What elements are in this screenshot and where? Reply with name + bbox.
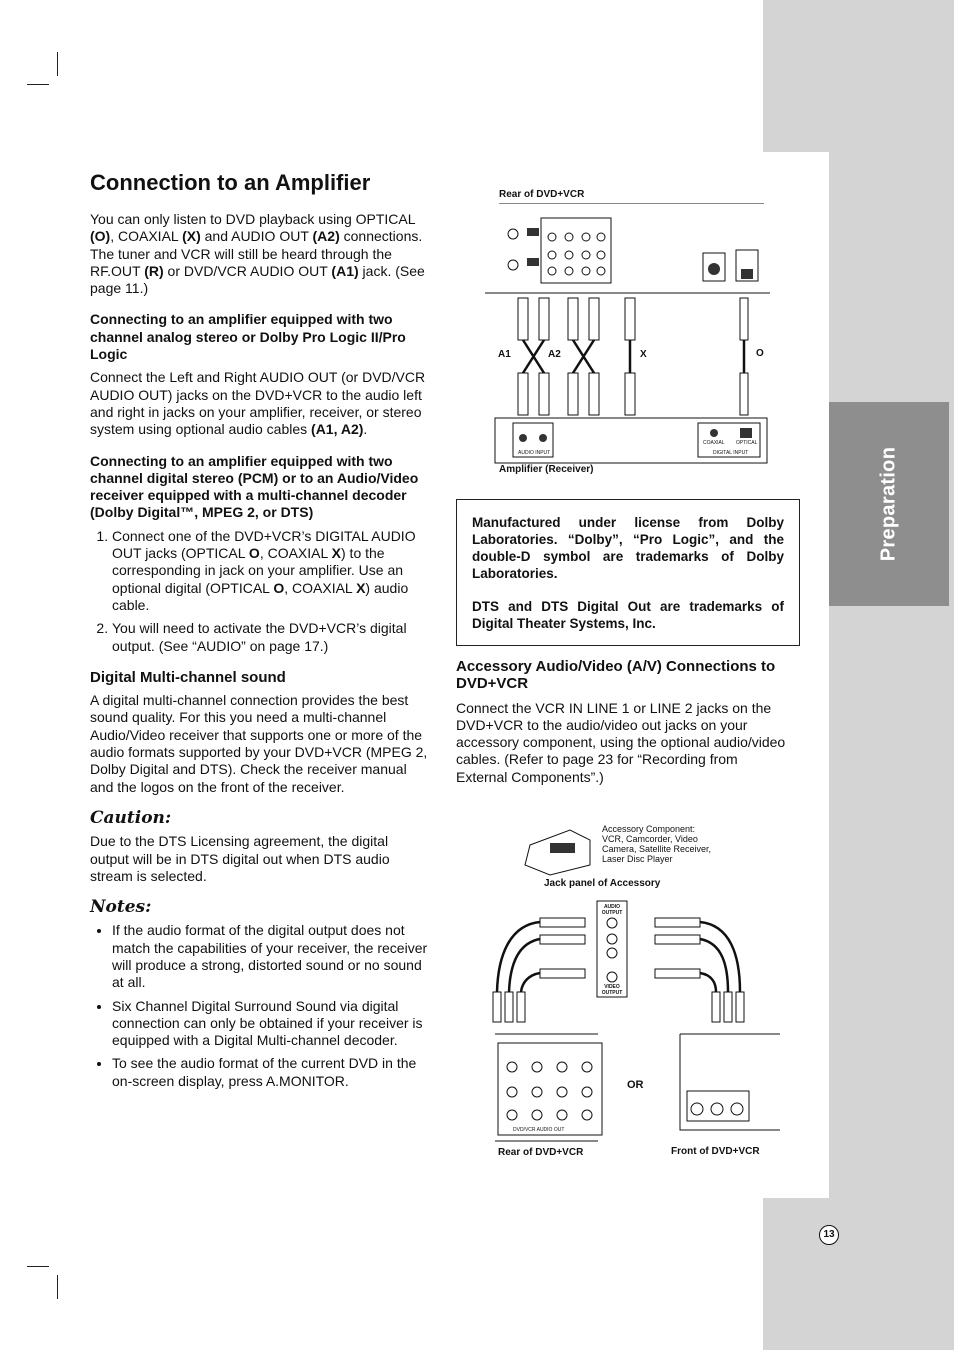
list-item: 1. Connect one of the DVD+VCR’s DIGITAL AUDIO OUT jacks (OPTICAL O, COAXIAL X) to the corresponding in jack on your amplifier. Use an optional digital (OPTICAL O, COAXIAL X) audio cable.: [112, 528, 430, 614]
video-output-label: VIDEO OUTPUT: [601, 984, 623, 996]
label-o: O: [756, 348, 764, 359]
crop-mark: [57, 52, 58, 76]
notes-heading: Notes:: [90, 897, 152, 918]
front-label: Front of DVD+VCR: [671, 1146, 760, 1157]
left-column: [90, 211, 430, 1104]
av-paragraph: Connect the VCR IN LINE 1 or LINE 2 jacks on the DVD+VCR to the audio/video out jacks on your accessory component, using the optional audio/video cables. (Refer to page 23 for “Recording from External Components”.): [456, 699, 786, 785]
audio-input-label: AUDIO INPUT: [518, 450, 551, 456]
notes-list: [90, 922, 430, 1090]
caution-paragraph: Due to the DTS Licensing agreement, the digital output will be in DTS digital out when DTS audio stream is selected.: [90, 833, 390, 884]
trademark-notice: [456, 499, 800, 646]
amplifier-connection-diagram: [485, 203, 770, 468]
intro-paragraph: You can only listen to DVD playback using OPTICAL (O), COAXIAL (X) and AUDIO OUT (A2) connections. The tuner and VCR will still be heard through the RF.OUT (R) or DVD/VCR AUDIO OUT (A1) jack. (See page 11.): [90, 211, 425, 297]
rear-label: Rear of DVD+VCR: [499, 189, 585, 200]
digital-input-label: DIGITAL INPUT: [713, 450, 749, 456]
label-a2: A2: [548, 349, 561, 360]
crop-mark: [27, 84, 49, 85]
accessory-connection-diagram: [490, 825, 780, 1145]
multichannel-paragraph: A digital multi-channel connection provides the best sound quality. For this you need a multi-channel Audio/Video receiver that supports one or more of the audio formats supported by your DVD+VCR (MPEG 2, Dolby Digital and DTS). Check the receiver manual and the logos on the front of the receiver.: [90, 692, 428, 795]
audio-output-label: AUDIO OUTPUT: [601, 904, 623, 916]
page-title: Connection to an Amplifier: [90, 170, 371, 195]
av-heading: Accessory Audio/Video (A/V) Connections to DVD+VCR: [456, 658, 776, 693]
jack-panel-label: Jack panel of Accessory: [544, 878, 661, 889]
analog-heading: Connecting to an amplifier equipped with two channel analog stereo or Dolby Pro Logic II/Pro Logic: [90, 311, 406, 363]
label-a1: A1: [498, 349, 511, 360]
dvd-vcr-audio-out-label: DVD/VCR AUDIO OUT: [513, 1127, 565, 1133]
list-item: • If the audio format of the digital output does not match the capabilities of your receiver, the receiver will produce a strong, distorted sound or no sound at all.: [112, 922, 430, 991]
amplifier-label: Amplifier (Receiver): [499, 464, 594, 475]
section-tab-label: Preparation: [877, 446, 900, 562]
crop-mark: [57, 1275, 58, 1299]
or-label: OR: [627, 1079, 644, 1091]
rear-label-2: Rear of DVD+VCR: [498, 1147, 584, 1158]
list-item: 2. You will need to activate the DVD+VCR’s digital output. (See “AUDIO” on page 17.): [112, 620, 430, 655]
dts-notice: DTS and DTS Digital Out are trademarks of Digital Theater Systems, Inc.: [472, 599, 784, 631]
page-number: 13: [819, 1225, 839, 1245]
dolby-notice: Manufactured under license from Dolby Laboratories. “Dolby”, “Pro Logic”, and the double-D symbol are trademarks of Dolby Laboratories.: [472, 515, 784, 581]
analog-paragraph: Connect the Left and Right AUDIO OUT (or DVD/VCR AUDIO OUT) jacks on the DVD+VCR to the audio left and right in jacks on your amplifier, receiver, or stereo system using optional audio cables (A1, A2).: [90, 369, 426, 438]
digital-heading: Connecting to an amplifier equipped with two channel digital stereo (PCM) or to an Audio/Video receiver equipped with a multi-channel decoder (Dolby Digital™, MPEG 2, or DTS): [90, 452, 419, 521]
coaxial-label: COAXIAL: [703, 440, 725, 446]
sidebar-band: [829, 152, 954, 1198]
sidebar-band: [763, 1198, 954, 1350]
label-x: X: [640, 349, 647, 360]
section-tab: [829, 402, 949, 606]
sidebar-band: [763, 0, 954, 152]
caution-heading: Caution:: [90, 807, 172, 828]
right-column: [456, 658, 791, 800]
steps-list: [90, 528, 430, 655]
crop-mark: [27, 1266, 49, 1267]
multichannel-heading: Digital Multi-channel sound: [90, 668, 286, 686]
accessory-label: Accessory Component: VCR, Camcorder, Video Camera, Satellite Receiver, Laser Disc Player: [602, 824, 712, 864]
optical-label: OPTICAL: [736, 440, 758, 446]
list-item: • To see the audio format of the current DVD in the on-screen display, press A.MONITOR.: [112, 1055, 430, 1090]
list-item: • Six Channel Digital Surround Sound via digital connection can only be obtained if your receiver is equipped with a Digital Multi-channel decoder.: [112, 998, 430, 1050]
